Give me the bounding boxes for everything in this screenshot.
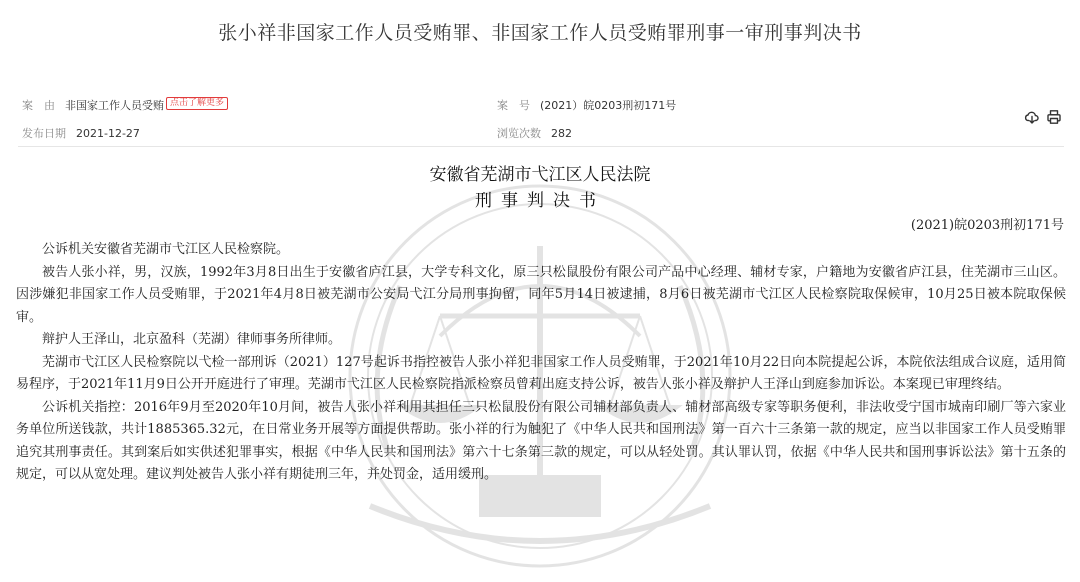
document-number: (2021)皖0203刑初171号 (910, 218, 1064, 233)
case-number-value: (2021）皖0203刑初171号 (540, 99, 677, 112)
document-tools (1024, 109, 1062, 125)
paragraph-prosecutor: 公诉机关安徽省芜湖市弋江区人民检察院。 (42, 242, 290, 257)
publish-date-label: 发布日期 (22, 127, 66, 140)
page-title: 张小祥非国家工作人员受贿罪、非国家工作人员受贿罪刑事一审刑事判决书 (218, 22, 862, 44)
view-count-label: 浏览次数 (497, 127, 541, 140)
case-type-field (22, 97, 228, 114)
document-type: 刑事判决书 (475, 191, 605, 211)
publish-date-field (22, 125, 140, 141)
view-count-value: 282 (551, 127, 572, 140)
header-divider (18, 146, 1064, 147)
paragraph-defendant: 被告人张小祥，男，汉族，1992年3月8日出生于安徽省庐江县，大学专科文化，原三只松鼠股份有限公司产品中心经理、辅材专家，户籍地为安徽省庐江县，住芜湖市三山区。因涉嫌犯非国家工作人员受贿罪，于2021年4月8日被芜湖市公安局弋江分局刑事拘留，同年5月14日被逮捕，8月6日被芜湖市弋江区人民检察院取保候审，10月25日被本院取保候审。 (16, 264, 1066, 325)
publish-date-value: 2021-12-27 (76, 127, 140, 140)
learn-more-tag[interactable]: 点击了解更多 (166, 97, 228, 110)
print-icon[interactable] (1046, 109, 1062, 125)
paragraph-defender: 辩护人王泽山，北京盈科（芜湖）律师事务所律师。 (42, 332, 342, 347)
case-number-label: 案 号 (497, 99, 530, 112)
case-number-field (497, 97, 676, 113)
paragraph-charges: 公诉机关指控：2016年9月至2020年10月间，被告人张小祥利用其担任三只松鼠股份有限公司辅材部负责人、辅材部高级专家等职务便利，非法收受宁国市城南印刷厂等六家业务单位所送钱款，共计1885365.32元，在日常业务开展等方面提供帮助。张小祥的行为触犯了《中华人民共和国刑法》第一百六十三条第一款的规定，应当以非国家工作人员受贿罪追究其刑事责任。其到案后如实供述犯罪事实，根据《中华人民共和国刑法》第六十七条第三款的规定，可以从轻处罚。其认罪认罚，依据《中华人民共和国刑事诉讼法》第十五条的规定，可以从宽处理。建议判处被告人张小祥有期徒刑三年，并处罚金，适用缓刑。 (16, 399, 1066, 482)
case-type-value: 非国家工作人员受贿 (65, 99, 164, 112)
court-name: 安徽省芜湖市弋江区人民法院 (429, 165, 651, 185)
paragraph-procedure: 芜湖市弋江区人民检察院以弋检一部刑诉（2021）127号起诉书指控被告人张小祥犯非国家工作人员受贿罪，于2021年10月22日向本院提起公诉，本院依法组成合议庭，适用简易程序，于2021年11月9日公开开庭进行了审理。芜湖市弋江区人民检察院指派检察员曾莉出庭支持公诉，被告人张小祥及辩护人王泽山到庭参加诉讼。本案现已审理终结。 (16, 354, 1066, 392)
download-icon[interactable] (1024, 109, 1040, 125)
case-type-label: 案 由 (22, 99, 55, 112)
view-count-field (497, 125, 572, 141)
document-body (16, 239, 1066, 487)
